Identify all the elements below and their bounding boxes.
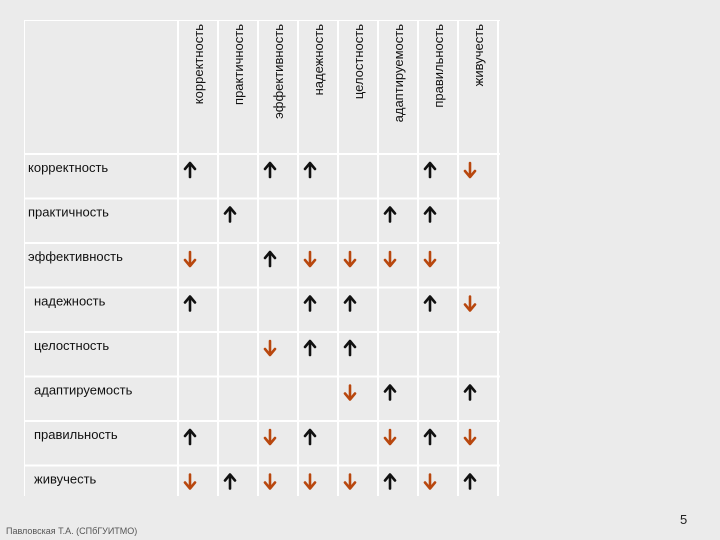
arrow-down-icon — [265, 430, 275, 444]
column-header: эффективность — [271, 24, 286, 119]
arrow-down-icon — [465, 163, 475, 177]
arrow-up-icon — [185, 163, 195, 177]
arrow-down-icon — [465, 297, 475, 311]
arrow-up-icon — [425, 430, 435, 444]
row-label: надежность — [34, 293, 106, 309]
column-header: целостность — [351, 24, 366, 100]
arrow-up-icon — [225, 208, 235, 222]
arrow-down-icon — [385, 430, 395, 444]
arrow-down-icon — [425, 252, 435, 266]
arrow-up-icon — [185, 297, 195, 311]
arrow-down-icon — [425, 475, 435, 489]
arrow-down-icon — [345, 386, 355, 400]
row-label: эффективность — [28, 249, 123, 264]
arrow-down-icon — [345, 252, 355, 266]
arrow-down-icon — [465, 430, 475, 444]
row-label: целостность — [34, 338, 110, 353]
arrow-up-icon — [265, 163, 275, 177]
arrow-up-icon — [185, 430, 195, 444]
arrow-up-icon — [425, 163, 435, 177]
arrow-down-icon — [345, 475, 355, 489]
arrow-down-icon — [385, 252, 395, 266]
row-label: живучесть — [34, 471, 97, 487]
arrow-down-icon — [305, 252, 315, 266]
quality-matrix — [24, 20, 500, 496]
arrow-up-icon — [345, 297, 355, 311]
arrow-down-icon — [265, 341, 275, 355]
matrix-svg — [24, 20, 500, 496]
page-number: 5 — [680, 512, 688, 527]
arrow-down-icon — [265, 475, 275, 489]
arrow-up-icon — [465, 475, 475, 489]
row-label: практичность — [28, 204, 109, 220]
arrow-up-icon — [265, 252, 275, 266]
arrow-up-icon — [385, 475, 395, 489]
footer-author: Павловская Т.А. (СПбГУИТМО) — [6, 526, 138, 536]
arrow-up-icon — [465, 386, 475, 400]
column-header: живучесть — [471, 24, 486, 87]
arrow-up-icon — [385, 208, 395, 222]
arrow-down-icon — [305, 475, 315, 489]
arrow-up-icon — [425, 208, 435, 222]
row-label: корректность — [28, 160, 109, 175]
arrow-up-icon — [345, 341, 355, 355]
arrow-up-icon — [385, 386, 395, 400]
arrow-up-icon — [305, 430, 315, 444]
arrow-up-icon — [305, 297, 315, 311]
row-label: правильность — [34, 427, 118, 442]
column-header: надежность — [311, 24, 326, 96]
arrow-down-icon — [185, 252, 195, 266]
arrow-up-icon — [305, 341, 315, 355]
column-header: практичность — [231, 24, 246, 105]
arrow-up-icon — [305, 163, 315, 177]
arrow-up-icon — [425, 297, 435, 311]
column-header: правильность — [431, 24, 446, 108]
column-header: адаптируемость — [391, 24, 406, 123]
arrow-up-icon — [225, 475, 235, 489]
arrow-down-icon — [185, 475, 195, 489]
row-label: адаптируемость — [34, 382, 133, 398]
column-header: корректность — [191, 24, 206, 105]
